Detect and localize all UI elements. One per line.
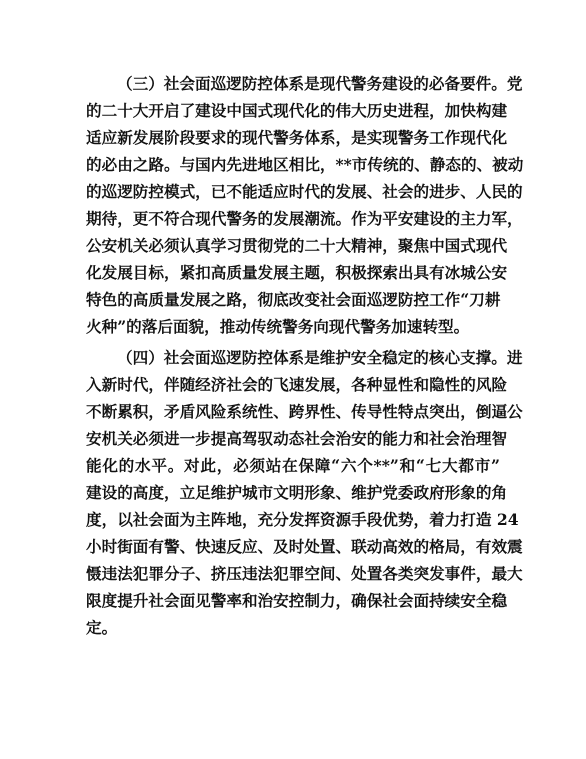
text-line: 小时街面有警、快速反应、及时处置、联动高效的格局，有效震 [86, 537, 523, 556]
text-line: （三）社会面巡逻防控体系是现代警务建设的必备要件。党 [117, 74, 523, 93]
text-line: 定。 [86, 618, 118, 637]
text-line: 期待，更不符合现代警务的发展潮流。作为平安建设的主力军， [86, 209, 523, 228]
text-line: 限度提升社会面见警率和治安控制力，确保社会面持续安全稳 [86, 591, 508, 610]
text-line: （四）社会面巡逻防控体系是维护安全稳定的核心支撑。进 [117, 348, 523, 367]
text-line: 慑违法犯罪分子、挤压违法犯罪空间、处置各类突发事件，最大 [86, 564, 523, 583]
text-line: 适应新发展阶段要求的现代警务体系，是实现警务工作现代化 [86, 128, 508, 147]
text-line: 化发展目标，紧扣高质量发展主题，积极探索出具有冰城公安 [86, 263, 508, 282]
text-line: 能化的水平。对此，必须站在保障“六个**”和“七大都市” [86, 456, 500, 475]
text-line: 安机关必须进一步提高驾驭动态社会治安的能力和社会治理智 [86, 429, 508, 448]
text-line: 度，以社会面为主阵地，充分发挥资源手段优势，着力打造 24 [86, 510, 519, 529]
text-line: 火种”的落后面貌，推动传统警务向现代警务加速转型。 [86, 317, 470, 336]
text-line: 公安机关必须认真学习贯彻党的二十大精神，聚焦中国式现代 [86, 236, 508, 255]
text-line: 建设的高度，立足维护城市文明形象、维护党委政府形象的角 [86, 483, 508, 502]
text-line: 入新时代，伴随经济社会的飞速发展，各种显性和隐性的风险 [86, 375, 508, 394]
text-line: 特色的高质量发展之路，彻底改变社会面巡逻防控工作“刀耕 [86, 290, 501, 309]
text-line: 不断累积，矛盾风险系统性、跨界性、传导性特点突出，倒逼公 [86, 402, 523, 421]
text-line: 的二十大开启了建设中国式现代化的伟大历史进程，加快构建 [86, 101, 508, 120]
text-line: 的巡逻防控模式，已不能适应时代的发展、社会的进步、人民的 [86, 182, 523, 201]
text-line: 的必由之路。与国内先进地区相比，**市传统的、静态的、被动 [86, 155, 524, 174]
